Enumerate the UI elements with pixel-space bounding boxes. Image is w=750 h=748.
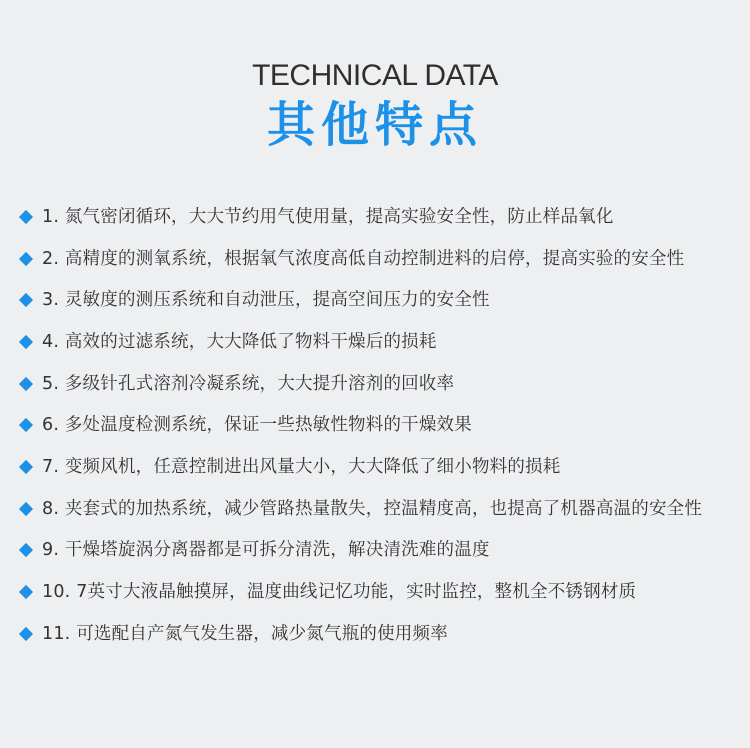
diamond-icon <box>19 335 33 349</box>
feature-text: 9. 干燥塔旋涡分离器都是可拆分清洗，解决清洗难的温度 <box>42 540 490 561</box>
diamond-icon <box>19 585 33 599</box>
diamond-icon <box>19 460 33 474</box>
diamond-icon <box>19 293 33 307</box>
feature-item-7 <box>18 446 746 488</box>
diamond-icon <box>19 418 33 432</box>
feature-item-3 <box>18 279 746 321</box>
feature-item-2 <box>18 238 746 280</box>
diamond-icon <box>19 251 33 265</box>
diamond-icon <box>19 627 33 641</box>
section-header <box>0 58 750 154</box>
diamond-icon <box>19 210 33 224</box>
feature-item-1 <box>18 196 746 238</box>
title-english: TECHNICAL DATA <box>252 59 498 92</box>
feature-item-11 <box>18 613 746 655</box>
diamond-icon <box>19 502 33 516</box>
diamond-icon <box>19 543 33 557</box>
feature-item-9 <box>18 530 746 572</box>
feature-item-6 <box>18 404 746 446</box>
feature-text: 1. 氮气密闭循环，大大节约用气使用量，提高实验安全性，防止样品氧化 <box>42 206 614 227</box>
feature-item-4 <box>18 321 746 363</box>
feature-item-10 <box>18 571 746 613</box>
feature-item-5 <box>18 363 746 405</box>
feature-text: 5. 多级针孔式溶剂冷凝系统，大大提升溶剂的回收率 <box>42 373 455 394</box>
feature-text: 4. 高效的过滤系统，大大降低了物料干燥后的损耗 <box>42 331 437 352</box>
feature-item-8 <box>18 488 746 530</box>
feature-text: 7. 变频风机，任意控制进出风量大小，大大降低了细小物料的损耗 <box>42 456 561 477</box>
feature-text: 8. 夹套式的加热系统，减少管路热量散失，控温精度高，也提高了机器高温的安全性 <box>42 498 703 519</box>
feature-text: 6. 多处温度检测系统，保证一些热敏性物料的干燥效果 <box>42 415 472 436</box>
feature-text: 2. 高精度的测氧系统，根据氧气浓度高低自动控制进料的启停，提高实验的安全性 <box>42 248 685 269</box>
feature-text: 11. 可选配自产氮气发生器，减少氮气瓶的使用频率 <box>42 623 448 644</box>
feature-text: 3. 灵敏度的测压系统和自动泄压，提高空间压力的安全性 <box>42 290 490 311</box>
feature-list <box>18 196 746 655</box>
title-chinese: 其他特点 <box>266 97 483 153</box>
feature-text: 10. 7英寸大液晶触摸屏，温度曲线记忆功能，实时监控，整机全不锈钢材质 <box>42 582 637 603</box>
diamond-icon <box>19 377 33 391</box>
